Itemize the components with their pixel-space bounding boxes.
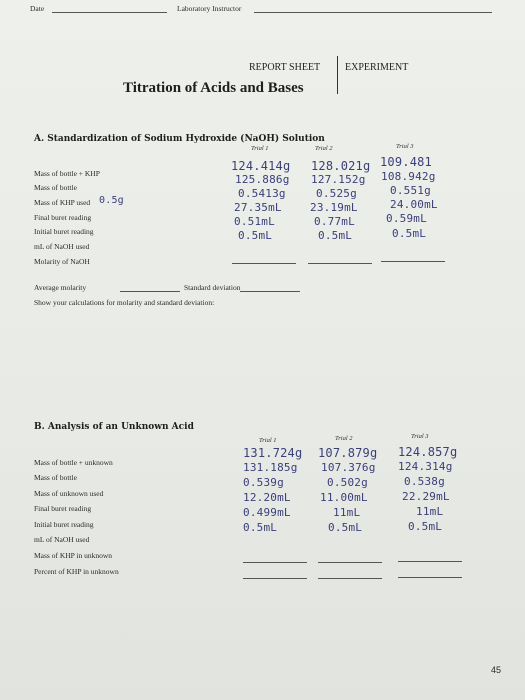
b-trial-2: Trial 2 bbox=[335, 435, 353, 442]
page-number: 45 bbox=[491, 665, 502, 675]
molarity-line bbox=[308, 263, 372, 264]
a-row-label: mL of NaOH used bbox=[34, 242, 90, 251]
a-row-label: Mass of KHP used bbox=[34, 198, 91, 207]
a-value: 0.5mL bbox=[318, 229, 353, 242]
khp-percent-line bbox=[398, 577, 462, 578]
b-row-label: Percent of KHP in unknown bbox=[34, 567, 119, 576]
b-value: 131.724g bbox=[243, 446, 303, 460]
khp-mass-line bbox=[243, 562, 307, 563]
calculations-label: Show your calculations for molarity and standard deviation: bbox=[34, 298, 215, 307]
a-value: 27.35mL bbox=[234, 201, 282, 214]
b-value: 0.539g bbox=[243, 476, 284, 489]
khp-mass-line bbox=[398, 561, 462, 562]
a-value: 0.5mL bbox=[238, 229, 273, 242]
a-row-label: Molarity of NaOH bbox=[34, 257, 90, 266]
b-value: 0.499mL bbox=[243, 506, 291, 519]
a-row-label: Final buret reading bbox=[34, 213, 92, 222]
b-row-label: Initial buret reading bbox=[34, 520, 94, 529]
instructor-line bbox=[254, 12, 492, 13]
khp-percent-line bbox=[318, 578, 382, 579]
b-row-label: mL of NaOH used bbox=[34, 535, 90, 544]
b-value: 131.185g bbox=[243, 461, 298, 474]
a-row-label: Mass of bottle + KHP bbox=[34, 169, 100, 178]
a-value: 127.152g bbox=[311, 173, 366, 186]
header-divider bbox=[337, 56, 338, 94]
b-value: 0.5mL bbox=[243, 521, 278, 534]
b-value: 22.29mL bbox=[402, 490, 450, 503]
page-title: Titration of Acids and Bases bbox=[123, 80, 304, 96]
b-value: 0.538g bbox=[404, 475, 445, 488]
a-row-label: Mass of bottle bbox=[34, 183, 77, 192]
a-value: 0.5mL bbox=[392, 227, 427, 240]
a-row-label: Initial buret reading bbox=[34, 227, 94, 236]
a-value: 23.19mL bbox=[310, 201, 358, 214]
b-value: 0.5mL bbox=[328, 521, 363, 534]
b-value: 0.5mL bbox=[408, 520, 443, 533]
a-value: 124.414g bbox=[231, 159, 291, 173]
b-row-label: Mass of KHP in unknown bbox=[34, 551, 113, 560]
b-value: 11mL bbox=[416, 505, 444, 518]
b-value: 107.879g bbox=[318, 446, 378, 460]
a-value: 0.525g bbox=[316, 187, 357, 200]
a-value: 0.51mL bbox=[234, 215, 275, 228]
a-value: 0.59mL bbox=[386, 212, 427, 225]
molarity-line bbox=[381, 261, 445, 262]
std-deviation-line bbox=[240, 291, 300, 292]
b-value: 12.20mL bbox=[243, 491, 291, 504]
a-value: 24.00mL bbox=[390, 198, 438, 211]
section-b-heading: B. Analysis of an Unknown Acid bbox=[34, 422, 194, 432]
experiment-label: EXPERIMENT bbox=[345, 62, 409, 73]
b-trial-3: Trial 3 bbox=[411, 433, 429, 440]
b-value: 11.00mL bbox=[320, 491, 368, 504]
margin-note: 0.5g bbox=[99, 195, 124, 206]
date-label: Date bbox=[30, 4, 45, 13]
molarity-line bbox=[232, 263, 296, 264]
b-value: 124.857g bbox=[398, 445, 458, 459]
b-trial-1: Trial 1 bbox=[259, 437, 277, 444]
b-value: 107.376g bbox=[321, 461, 376, 474]
date-line bbox=[52, 12, 167, 13]
b-value: 0.502g bbox=[327, 476, 368, 489]
a-value: 128.021g bbox=[311, 159, 371, 173]
std-deviation-label: Standard deviation bbox=[184, 283, 241, 292]
khp-mass-line bbox=[318, 562, 382, 563]
a-value: 108.942g bbox=[381, 170, 436, 183]
b-row-label: Mass of bottle bbox=[34, 473, 77, 482]
a-trial-2: Trial 2 bbox=[315, 145, 333, 152]
average-molarity-line bbox=[120, 291, 180, 292]
a-value: 0.77mL bbox=[314, 215, 355, 228]
khp-percent-line bbox=[243, 578, 307, 579]
a-value: 0.551g bbox=[390, 184, 431, 197]
section-a-heading: A. Standardization of Sodium Hydroxide (NaOH) Solution bbox=[34, 134, 325, 144]
b-value: 11mL bbox=[333, 506, 361, 519]
a-trial-1: Trial 1 bbox=[251, 145, 269, 152]
b-value: 124.314g bbox=[398, 460, 453, 473]
report-sheet-label: REPORT SHEET bbox=[249, 62, 321, 73]
b-row-label: Final buret reading bbox=[34, 504, 92, 513]
a-value: 125.886g bbox=[235, 173, 290, 186]
instructor-label: Laboratory Instructor bbox=[177, 4, 242, 13]
a-value: 0.5413g bbox=[238, 187, 286, 200]
average-molarity-label: Average molarity bbox=[34, 283, 87, 292]
a-value: 109.481 bbox=[380, 155, 432, 169]
b-row-label: Mass of unknown used bbox=[34, 489, 104, 498]
b-row-label: Mass of bottle + unknown bbox=[34, 458, 113, 467]
a-trial-3: Trial 3 bbox=[396, 143, 414, 150]
